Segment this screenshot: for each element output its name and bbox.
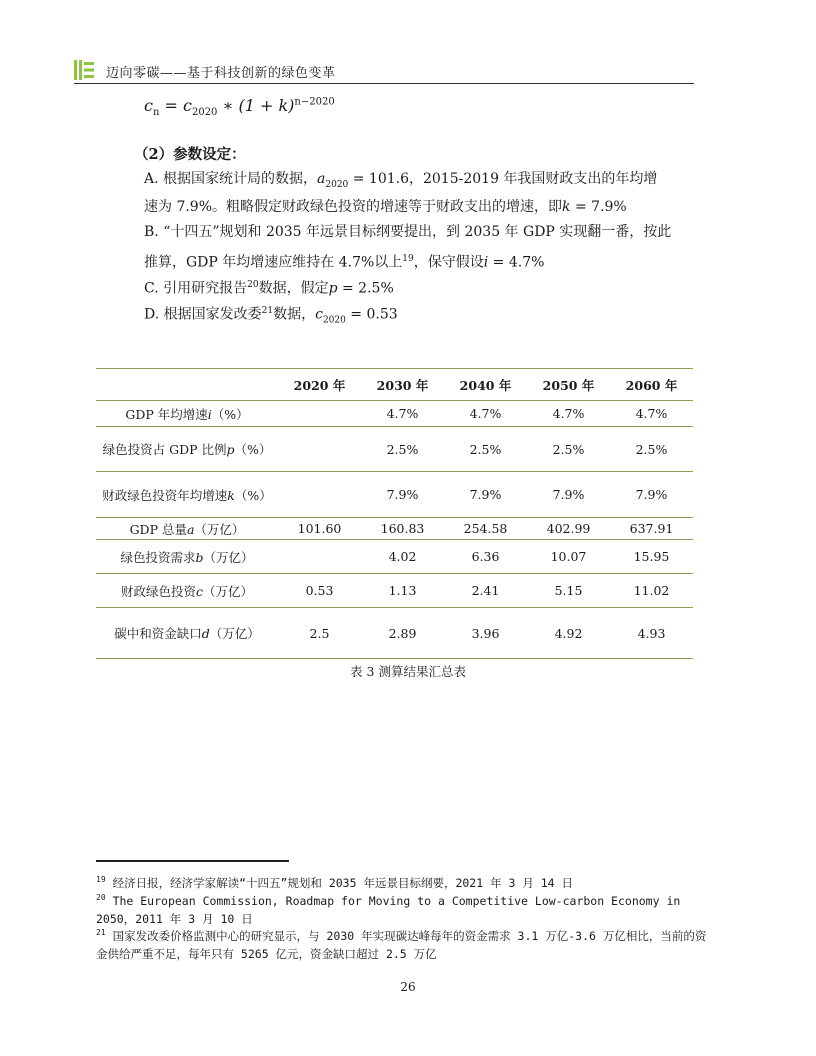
table-row (96, 427, 693, 472)
row-label: 财政绿色投资年均增速k（%） (96, 472, 278, 518)
table-header-row (96, 369, 693, 401)
table-row (96, 401, 693, 427)
row-label: GDP 年均增速i（%） (96, 401, 278, 427)
page-number: 26 (400, 980, 416, 994)
results-table (96, 368, 693, 659)
param-a-line2: 速为 7.9%。粗略假定财政绿色投资的增速等于财政支出的增速，即k = 7.9% (144, 199, 627, 215)
table-row (96, 574, 693, 608)
table-cell: 254.58 (444, 518, 527, 540)
row-label: 碳中和资金缺口d（万亿） (96, 608, 278, 659)
table-cell: 5.15 (527, 574, 610, 608)
table-cell: 7.9% (444, 472, 527, 518)
param-c: C. 引用研究报告$^{20}$数据，假定p = 2.5% (144, 280, 394, 297)
footnote-divider (96, 860, 289, 862)
table-cell: 2.5% (527, 427, 610, 472)
table-cell: 160.83 (361, 518, 444, 540)
table-cell: 7.9% (361, 472, 444, 518)
table-cell: 2.41 (444, 574, 527, 608)
param-b-line2: 推算，GDP 年均增速应维持在 4.7%以上$^{19}$，保守假设i = 4.7% (144, 254, 545, 271)
table-cell: 4.93 (610, 608, 693, 659)
table-cell (278, 401, 361, 427)
table-cell: 4.7% (610, 401, 693, 427)
table-cell: 4.7% (444, 401, 527, 427)
table-header-cell (96, 369, 278, 401)
row-label: 财政绿色投资c（万亿） (96, 574, 278, 608)
formula: $c_n = c_{2020}$ ∗ $(1 + k)^{n-2020}$ (144, 96, 335, 119)
row-label: 绿色投资占 GDP 比例p（%） (96, 427, 278, 472)
param-a-line1: A. 根据国家统计局的数据，$a_{2020} = 101.6$，2015-2019 年我国财政支出的年均增 (144, 171, 658, 190)
footnote-19: $^{19}$ 经济日报，经济学家解读“十四五”规划和 2035 年远景目标纲要，2021 年 3 月 14 日 (96, 875, 574, 890)
page-header (74, 58, 694, 84)
table-cell: 4.02 (361, 540, 444, 574)
footnote-ref-21: 21 (261, 306, 274, 316)
table-row (96, 540, 693, 574)
table-cell: 2.5% (610, 427, 693, 472)
table-cell: 2.89 (361, 608, 444, 659)
row-label: 绿色投资需求b（万亿） (96, 540, 278, 574)
footnote-20: $^{20}$ The European Commission, Roadmap for Moving to a Competitive Low-carbon Economy in 2050，2011 年 3 月 10 日 (96, 893, 681, 926)
table-cell (278, 540, 361, 574)
table-header-cell: 2030 年 (361, 369, 444, 401)
section-title: （2）参数设定： (134, 146, 246, 163)
table-cell: 101.60 (278, 518, 361, 540)
table-header-cell: 2020 年 (278, 369, 361, 401)
row-label: GDP 总量a（万亿） (96, 518, 278, 540)
table-cell (278, 472, 361, 518)
table-cell: 2.5% (361, 427, 444, 472)
param-d: D. 根据国家发改委$^{21}$数据，$c_{2020} = 0.53$ (144, 306, 398, 326)
table-cell: 11.02 (610, 574, 693, 608)
table-cell: 2.5 (278, 608, 361, 659)
table-header-cell: 2050 年 (527, 369, 610, 401)
logo-icon (74, 60, 96, 80)
table-caption: 表 3 测算结果汇总表 (350, 664, 466, 679)
table-cell: 4.92 (527, 608, 610, 659)
table-cell: 402.99 (527, 518, 610, 540)
table-cell: 15.95 (610, 540, 693, 574)
table-cell: 7.9% (610, 472, 693, 518)
footnote-21: $^{21}$ 国家发改委价格监测中心的研究显示，与 2030 年实现碳达峰每年的资金需求 3.1 万亿-3.6 万亿相比，当前的资金供给严重不足，每年只有 5265 亿元，资金缺口超过 2.5 万亿 (96, 928, 707, 961)
table-cell: 4.7% (361, 401, 444, 427)
table-cell: 4.7% (527, 401, 610, 427)
table-cell: 10.07 (527, 540, 610, 574)
table-cell: 0.53 (278, 574, 361, 608)
header-title: 迈向零碳——基于科技创新的绿色变革 (106, 66, 336, 81)
table-cell: 637.91 (610, 518, 693, 540)
param-b-line1: B. “十四五”规划和 2035 年远景目标纲要提出，到 2035 年 GDP 实现翻一番，按此 (144, 224, 672, 240)
table-cell: 6.36 (444, 540, 527, 574)
table-header-cell: 2040 年 (444, 369, 527, 401)
table-row (96, 518, 693, 540)
footnote-ref-20: 20 (247, 280, 259, 290)
header-divider (74, 83, 694, 84)
footnote-ref-19: 19 (402, 254, 414, 264)
table-row (96, 472, 693, 518)
table-cell: 3.96 (444, 608, 527, 659)
table-cell: 1.13 (361, 574, 444, 608)
table-cell (278, 427, 361, 472)
table-cell: 7.9% (527, 472, 610, 518)
table-cell: 2.5% (444, 427, 527, 472)
table-header-cell: 2060 年 (610, 369, 693, 401)
table-row (96, 608, 693, 659)
